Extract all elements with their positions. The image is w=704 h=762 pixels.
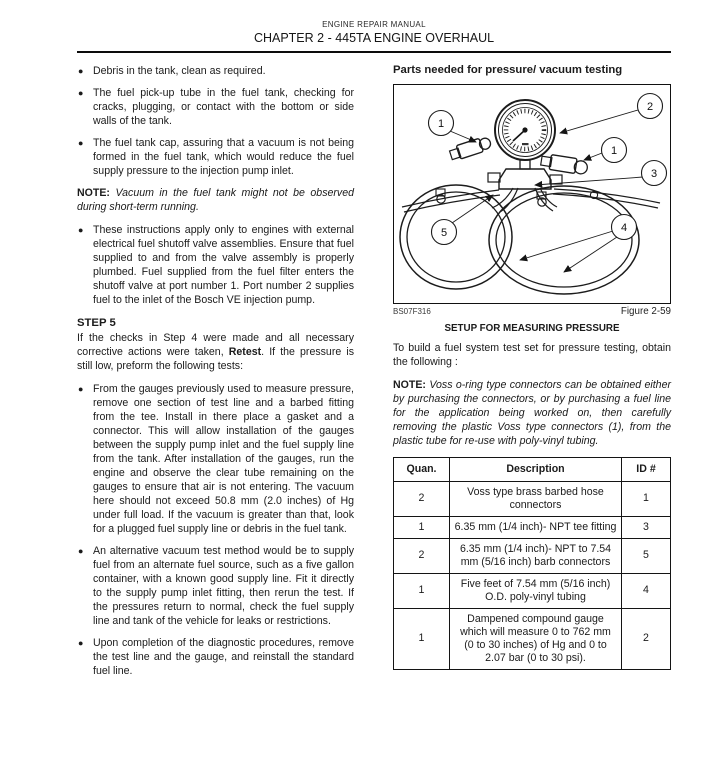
left-column — [77, 64, 354, 686]
figure-callout: 4 — [620, 221, 628, 234]
cell-quan: 2 — [394, 481, 450, 516]
figure-caption: SETUP FOR MEASURING PRESSURE — [444, 322, 620, 334]
table-header-row — [394, 457, 671, 481]
header-rule — [77, 51, 671, 53]
note-text: Vacuum in the fuel tank might not be observed during short-term running. — [77, 186, 354, 213]
cell-id: 1 — [622, 481, 671, 516]
cell-description: 6.35 mm (1/4 inch)- NPT tee fitting — [450, 516, 622, 538]
column-header-quan: Quan. — [394, 457, 450, 481]
page-header — [77, 20, 671, 46]
figure-callout: 5 — [440, 226, 448, 239]
cell-id: 5 — [622, 538, 671, 573]
chapter-title: CHAPTER 2 - 445TA ENGINE OVERHAUL — [253, 31, 495, 46]
list-item — [77, 64, 354, 78]
bullet-icon: ● — [78, 137, 84, 148]
cell-description: Voss type brass barbed hose connectors — [450, 481, 622, 516]
table-row — [394, 573, 671, 608]
cell-description: Dampened compound gauge which will measure 0 to 762 mm (0 to 30 inches) of Hg and 0 to 2.07 bar (0 to 30 psi). — [450, 608, 622, 669]
tee-fitting — [499, 169, 551, 189]
list-item — [77, 86, 354, 128]
step-intro-pre: If the checks in Step 4 were made and all necessary corrective actions were taken, — [77, 331, 354, 358]
section-heading: Parts needed for pressure/ vacuum testing — [393, 63, 623, 76]
callout-arrows — [450, 110, 643, 272]
list-item-text: These instructions apply only to engines with external electrical fuel shutoff valve assemblies. Ensure that fuel supplied to and from the valve assembly is properly plumbed. Fuel supplied from the fuel filter enters the shutoff valve at port number 1. Port number 2 supplies fuel to the inlet of the Bosch VE injection pump. — [93, 223, 354, 306]
note-paragraph — [393, 378, 671, 448]
step-heading: STEP 5 — [77, 316, 116, 329]
list-item — [77, 382, 354, 536]
parts-table — [393, 457, 671, 670]
list-item-text: Upon completion of the diagnostic procedures, remove the test line and the gauge, and reinstall the standard fuel line. — [93, 636, 354, 677]
cell-description: 6.35 mm (1/4 inch)- NPT to 7.54 mm (5/16 inch) barb connectors — [450, 538, 622, 573]
list-item — [77, 136, 354, 178]
bullet-icon: ● — [78, 87, 84, 98]
list-item — [77, 636, 354, 678]
figure-number: Figure 2-59 — [620, 305, 671, 317]
right-column — [393, 64, 671, 686]
table-row — [394, 608, 671, 669]
cell-quan: 1 — [394, 573, 450, 608]
table-row — [394, 516, 671, 538]
table-row — [394, 538, 671, 573]
cell-quan: 1 — [394, 608, 450, 669]
figure-subline — [393, 306, 671, 317]
cell-quan: 1 — [394, 516, 450, 538]
figure-callout: 3 — [650, 167, 658, 180]
list-item-text: The fuel pick-up tube in the fuel tank, checking for cracks, plugging, or contact with the bottom or side walls of the tank. — [93, 86, 354, 127]
table-intro: To build a fuel system test set for pressure testing, obtain the following : — [393, 341, 671, 368]
cell-description: Five feet of 7.54 mm (5/16 inch) O.D. poly-vinyl tubing — [450, 573, 622, 608]
list-item-text: Debris in the tank, clean as required. — [93, 64, 266, 77]
figure-callout: 1 — [610, 144, 618, 157]
step-intro-post: . If the pressure is still low, preform the following tests: — [77, 345, 355, 372]
list-item — [77, 223, 354, 307]
cell-quan: 2 — [394, 538, 450, 573]
note-label: NOTE: — [77, 186, 110, 199]
bullet-icon: ● — [78, 224, 84, 235]
bullet-icon: ● — [78, 545, 84, 556]
note-paragraph — [77, 186, 354, 214]
figure-frame — [393, 84, 671, 304]
figure-callout: 2 — [646, 100, 654, 113]
figure-photo-id: BS07F316 — [393, 306, 431, 316]
compound-gauge — [495, 100, 555, 169]
page-content — [77, 20, 671, 686]
bullet-icon: ● — [78, 65, 84, 76]
list-item-text: The fuel tank cap, assuring that a vacuum is not being formed in the fuel tank, which would reduce the fuel supply pressure to the injection pump inlet. — [93, 136, 354, 177]
pressure-test-figure — [394, 85, 669, 300]
cell-id: 3 — [622, 516, 671, 538]
table-row — [394, 481, 671, 516]
manual-title: ENGINE REPAIR MANUAL — [322, 20, 426, 29]
step-intro-bold: Retest — [228, 345, 262, 358]
column-header-description: Description — [450, 457, 622, 481]
cell-id: 4 — [622, 573, 671, 608]
figure-callout: 1 — [437, 117, 445, 130]
bullet-icon: ● — [78, 383, 84, 394]
cell-id: 2 — [622, 608, 671, 669]
bullet-icon: ● — [78, 637, 84, 648]
list-item-text: An alternative vacuum test method would be to supply fuel from an alternate fuel source, such as a five gallon container, with a known good supply line. Fit it directly to the supply pump inlet fitting, then rerun the test. If the pressures return to normal, check the fuel supply line and tank of the vehicle for leaks or restrictions. — [93, 544, 354, 627]
list-item — [77, 544, 354, 628]
note-text: Voss o-ring type connectors can be obtained either by purchasing the connectors, or by purchasing a fuel line for the application being worked on, then carefully removing the plastic Voss type connectors (1), from the plastic tube for re-use with poly-vinyl tubing. — [393, 378, 671, 447]
note-label: NOTE: — [393, 378, 426, 391]
step-intro — [77, 331, 354, 373]
column-header-id: ID # — [622, 457, 671, 481]
right-voss-connector — [540, 153, 588, 175]
list-item-text: From the gauges previously used to measure pressure, remove one section of test line and a barbed fitting from the tee. Install in there place a gasket and a connector. This will allow installation of the gauges between the supply pump inlet and the fuel supply line from the tank. After installation of the gauges, run the engine and observe the clear tube remaining on the gauges to ensure that air is not entering. The vacuum here should not exceed 50.8 mm (2.0 inches) of Hg under full load. If the vacuum is greater than that, look for a plugged fuel supply line or debris in the fuel tank. — [93, 382, 354, 535]
two-column-layout — [77, 64, 671, 686]
